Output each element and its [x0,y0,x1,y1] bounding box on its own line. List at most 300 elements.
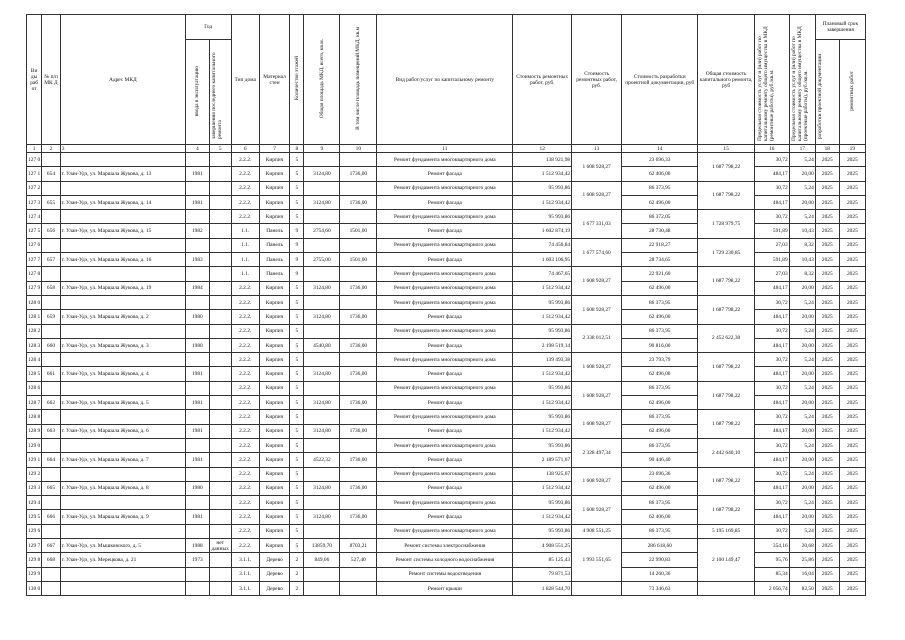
cell-limit-design: 5,24 [789,153,815,167]
cell-cost: 1 828 544,70 [513,581,572,595]
cell-wall: Кирпич [259,396,289,410]
cell-year-built [185,295,209,309]
cell-design-cost: 62 496,00 [622,481,698,495]
cell-addr: г. Улан-Удэ, ул. Маршала Жукова, д. 14 [60,195,185,209]
cell-cost-total: 1 677 331,03 [572,210,622,239]
cell-cost-total [572,581,622,595]
cell-num: 665 [42,481,60,495]
cell-design-cost: 86 373,95 [622,438,698,452]
cell-cost: 2 189 571,67 [513,453,572,467]
cell-area-res [340,410,377,424]
cell-works: Ремонт системы электроснабжения [377,539,513,553]
cell-addr [60,467,185,481]
cell-limit-design: 20,00 [789,510,815,524]
cell-vid: 129 3 [27,481,42,495]
cell-floors: 5 [290,367,304,381]
cell-floors: 5 [290,524,304,538]
cell-total-cost: 2 452 622,30 [698,324,755,353]
cell-cost-total: 1 608 928,27 [572,496,622,525]
header-dl-design: разработки проектной документации [815,40,839,145]
cell-limit-design: 8,32 [789,238,815,252]
cell-works: Ремонт системы водоотведения [377,567,513,581]
cell-cost-total: 4 908 551,25 [572,524,622,538]
cell-vid: 127 1 [27,167,42,181]
cell-works: Ремонт фасада [377,510,513,524]
cell-design-cost: 28 730,48 [622,224,698,238]
cell-num: 659 [42,310,60,324]
cell-vid: 127 5 [27,224,42,238]
cell-year-repair [209,567,231,581]
cell-num [42,267,60,281]
cell-vid: 129 1 [27,453,42,467]
cell-cost: 95 993,86 [513,496,572,510]
cell-limit-repair: 591,89 [754,253,789,267]
cell-wall: Дерево [259,567,289,581]
cell-wall: Кирпич [259,210,289,224]
cell-works: Ремонт фундамента многоквартирного дома [377,238,513,252]
cell-works: Ремонт фасада [377,195,513,209]
cell-area-total: 2754,60 [304,224,340,238]
column-number: 15 [698,145,755,153]
cell-year-built [185,438,209,452]
cell-works: Ремонт крыши [377,581,513,595]
cell-dl-repair: 2025 [839,153,865,167]
cell-addr [60,295,185,309]
header-addr: Адрес МКД [60,15,185,145]
cell-design-cost: 86 373,95 [622,324,698,338]
cell-floors: 9 [290,253,304,267]
cell-year-repair [209,181,231,195]
cell-year-built [185,567,209,581]
cell-area-total: 3124,80 [304,481,340,495]
cell-dl-design: 2025 [815,253,839,267]
cell-vid: 127 4 [27,210,42,224]
cell-cost: 1 512 934,42 [513,281,572,295]
cell-works: Ремонт фундамента многоквартирного дома [377,381,513,395]
cell-area-total [304,524,340,538]
cell-year-repair [209,396,231,410]
cell-num [42,467,60,481]
cell-vid: 129 8 [27,553,42,567]
cell-dl-repair: 2025 [839,481,865,495]
cell-limit-design: 20,00 [789,481,815,495]
cell-wall: Кирпич [259,381,289,395]
cell-cost: 95 993,86 [513,181,572,195]
cell-floors: 5 [290,481,304,495]
cell-cost: 1 512 934,42 [513,367,572,381]
cell-area-res [340,267,377,281]
cell-year-built [185,524,209,538]
cell-cost: 1 512 934,42 [513,195,572,209]
cell-design-cost: 73 346,63 [622,581,698,595]
cell-wall: Кирпич [259,281,289,295]
cell-cost: 95 993,86 [513,295,572,309]
cell-vid: 128 4 [27,353,42,367]
cell-dl-repair: 2025 [839,224,865,238]
cell-wall: Кирпич [259,410,289,424]
cell-area-res: 1736,00 [340,396,377,410]
cell-limit-repair: 484,17 [754,367,789,381]
cell-floors: 5 [290,338,304,352]
cell-num: 663 [42,424,60,438]
cell-house-type: 2.2.2. [231,210,259,224]
cell-limit-repair: 30,72 [754,153,789,167]
cell-wall: Кирпич [259,424,289,438]
cell-area-total [304,353,340,367]
cell-limit-design: 20,00 [789,396,815,410]
cell-limit-design: 20,00 [789,195,815,209]
cell-limit-design: 8,32 [789,267,815,281]
cell-limit-repair: 85,34 [754,567,789,581]
cell-floors: 5 [290,295,304,309]
cell-dl-design: 2025 [815,567,839,581]
cell-area-res [340,353,377,367]
cell-year-built: 1981 [185,424,209,438]
cell-addr [60,181,185,195]
cell-num [42,438,60,452]
cell-floors: 5 [290,324,304,338]
cell-year-built [185,267,209,281]
cell-total-cost: 1 729 230,85 [698,238,755,267]
cell-addr: г. Улан-Удэ, ул. Маршала Жукова, д. 5 [60,396,185,410]
cell-dl-design: 2025 [815,353,839,367]
cell-cost: 1 512 934,42 [513,310,572,324]
cell-addr [60,438,185,452]
cell-design-cost: 62 496,00 [622,396,698,410]
header-year: Год [185,15,231,40]
table-row [27,181,866,195]
cell-limit-design: 5,24 [789,410,815,424]
cell-addr: г. Улан-Удэ, ул. Маршала Жукова, д. 4 [60,367,185,381]
cell-area-total [304,181,340,195]
column-number: 19 [839,145,865,153]
cell-year-built [185,181,209,195]
cell-limit-design: 5,24 [789,210,815,224]
cell-design-cost: 86 372,05 [622,210,698,224]
cell-year-repair [209,467,231,481]
cell-addr [60,524,185,538]
cell-house-type: 2.2.2. [231,353,259,367]
cell-dl-repair: 2025 [839,167,865,181]
cell-year-repair [209,524,231,538]
cell-year-repair [209,367,231,381]
cell-floors: 9 [290,267,304,281]
cell-area-res [340,496,377,510]
header-deadline: Плановый срок завершения [815,15,865,40]
cell-year-repair [209,496,231,510]
header-num: № п/п МК Д [42,15,60,145]
cell-dl-design: 2025 [815,467,839,481]
cell-dl-repair: 2025 [839,438,865,452]
column-number-row [27,145,866,153]
cell-num: 656 [42,224,60,238]
column-number: 8 [290,145,304,153]
cell-area-total [304,567,340,581]
cell-limit-repair: 2 056,74 [754,581,789,595]
cell-dl-design: 2025 [815,481,839,495]
cell-addr: г. Улан-Удэ, ул. Маршала Жукова, д. 8 [60,481,185,495]
cell-year-built: 1981 [185,167,209,181]
cell-limit-repair: 354,16 [754,539,789,553]
table-row [27,210,866,224]
cell-area-total: 3124,80 [304,310,340,324]
cell-floors: 5 [290,510,304,524]
cell-area-total [304,295,340,309]
cell-num: 658 [42,281,60,295]
cell-design-cost: 22 918,27 [622,238,698,252]
cell-dl-repair: 2025 [839,295,865,309]
cell-cost: 95 993,86 [513,210,572,224]
header-dl-repair: ремонтных работ [839,40,865,145]
cell-year-repair [209,253,231,267]
cell-wall: Панель [259,238,289,252]
cell-works: Ремонт фундамента многоквартирного дома [377,324,513,338]
cell-dl-repair: 2025 [839,581,865,595]
cell-year-built [185,353,209,367]
cell-num: 668 [42,553,60,567]
cell-area-res [340,238,377,252]
cell-limit-design: 5,24 [789,295,815,309]
cell-addr: г. Улан-Удэ, ул. Маршала Жукова, д. 19 [60,281,185,295]
cell-area-res: 8703,21 [340,539,377,553]
cell-vid: 129 6 [27,524,42,538]
cell-cost: 1 512 934,42 [513,396,572,410]
cell-dl-repair: 2025 [839,424,865,438]
cell-vid: 129 4 [27,496,42,510]
cell-works: Ремонт фундамента многоквартирного дома [377,467,513,481]
cell-area-total: 3124,80 [304,510,340,524]
cell-limit-design: 10,43 [789,253,815,267]
cell-vid: 128 8 [27,410,42,424]
cell-house-type: 2.2.2. [231,295,259,309]
cell-addr: г. Улан-Удэ, ул. Маршала Жукова, д. 13 [60,167,185,181]
cell-dl-design: 2025 [815,438,839,452]
cell-area-res [340,438,377,452]
cell-dl-repair: 2025 [839,310,865,324]
cell-dl-repair: 2025 [839,496,865,510]
cell-house-type: 2.2.2. [231,310,259,324]
cell-dl-repair: 2025 [839,238,865,252]
column-number: 14 [622,145,698,153]
cell-area-total [304,238,340,252]
header-year-repair: завершения последнего капитального ремонта [209,40,231,145]
cell-limit-repair: 30,72 [754,410,789,424]
cell-dl-repair: 2025 [839,467,865,481]
cell-dl-repair: 2025 [839,281,865,295]
cell-works: Ремонт фасада [377,224,513,238]
cell-house-type: 2.2.2. [231,167,259,181]
cell-year-built: 1980 [185,481,209,495]
cell-floors: 2 [290,581,304,595]
cell-num: 661 [42,367,60,381]
column-number: 18 [815,145,839,153]
cell-total-cost: 1 687 798,22 [698,295,755,324]
cell-area-total: 4540,80 [304,338,340,352]
cell-works: Ремонт фундамента многоквартирного дома [377,410,513,424]
cell-vid: 128 2 [27,324,42,338]
cell-dl-repair: 2025 [839,567,865,581]
cell-addr: г. Улан-Удэ, ул. Маршала Жукова, д. 16 [60,253,185,267]
cell-year-built [185,381,209,395]
cell-area-res: 1736,00 [340,510,377,524]
column-number: 4 [185,145,209,153]
cell-num [42,524,60,538]
cell-limit-repair: 30,72 [754,181,789,195]
cell-num [42,324,60,338]
cell-limit-repair: 484,17 [754,310,789,324]
cell-dl-repair: 2025 [839,181,865,195]
cell-dl-design: 2025 [815,210,839,224]
cell-area-total: 3124,80 [304,167,340,181]
cell-dl-design: 2025 [815,581,839,595]
cell-wall: Кирпич [259,310,289,324]
header-cost-total: Стоимость ремонтных работ, руб. [572,15,622,145]
cell-dl-repair: 2025 [839,338,865,352]
cell-addr [60,210,185,224]
table-row [27,467,866,481]
cell-addr [60,238,185,252]
cell-cost-total: 1 608 928,27 [572,267,622,296]
cell-vid: 130 0 [27,581,42,595]
cell-floors: 5 [290,381,304,395]
cell-limit-repair: 30,72 [754,438,789,452]
cell-dl-design: 2025 [815,539,839,553]
cell-limit-repair: 30,72 [754,295,789,309]
cell-limit-repair: 484,17 [754,281,789,295]
cell-design-cost: 62 496,00 [622,367,698,381]
cell-total-cost [698,581,755,595]
cell-addr: г. Улан-Удэ, ул. Маршала Жукова, д. 7 [60,453,185,467]
cell-dl-repair: 2025 [839,324,865,338]
cell-area-res: 1501,00 [340,253,377,267]
cell-area-total: 4522,32 [304,453,340,467]
cell-dl-design: 2025 [815,424,839,438]
cell-limit-design: 5,24 [789,324,815,338]
cell-cost: 79 871,53 [513,567,572,581]
cell-area-res [340,210,377,224]
cell-num [42,381,60,395]
cell-total-cost: 2 100 149,47 [698,539,755,582]
cell-wall: Кирпич [259,453,289,467]
cell-limit-design: 5,24 [789,353,815,367]
table-row [27,153,866,167]
cell-floors: 9 [290,224,304,238]
cell-area-res [340,581,377,595]
cell-design-cost: 62 496,00 [622,195,698,209]
cell-house-type: 2.2.2. [231,539,259,553]
cell-addr: г. Улан-Удэ, ул. Маршала Жукова, д. 2 [60,310,185,324]
cell-year-built [185,238,209,252]
capital-repair-table [26,14,866,596]
cell-dl-design: 2025 [815,510,839,524]
cell-works: Ремонт фундамента многоквартирного дома [377,353,513,367]
cell-area-total: 13859,70 [304,539,340,553]
cell-house-type: 2.2.2. [231,324,259,338]
cell-area-total [304,267,340,281]
cell-cost: 4 908 551,25 [513,539,572,553]
header-design-cost: Стоимость разработки проектной документации, руб [622,15,698,145]
column-number: 7 [259,145,289,153]
cell-works: Ремонт фундамента многоквартирного дома [377,281,513,295]
cell-year-repair [209,295,231,309]
cell-limit-design: 82,50 [789,581,815,595]
cell-addr: г. Улан-Удэ, ул. Маршала Жукова, д. 15 [60,224,185,238]
cell-num: 666 [42,510,60,524]
cell-year-repair [209,438,231,452]
cell-area-res [340,467,377,481]
cell-design-cost: 23 696,36 [622,467,698,481]
cell-design-cost: 90 446,40 [622,453,698,467]
column-number: 5 [209,145,231,153]
column-number: 13 [572,145,622,153]
cell-total-cost: 2 442 640,10 [698,438,755,467]
cell-cost-total: 1 608 928,27 [572,381,622,410]
cell-house-type: 2.2.2. [231,381,259,395]
cell-floors: 5 [290,281,304,295]
cell-cost: 74 467,65 [513,267,572,281]
cell-total-cost: 1 687 798,22 [698,467,755,496]
cell-house-type: 2.2.2. [231,153,259,167]
cell-area-total [304,496,340,510]
cell-num: 662 [42,396,60,410]
cell-dl-design: 2025 [815,381,839,395]
cell-num: 667 [42,539,60,553]
cell-cost: 1 512 934,42 [513,510,572,524]
cell-limit-design: 20,00 [789,310,815,324]
cell-cost-total: 1 993 551,65 [572,539,622,582]
cell-num: 654 [42,167,60,181]
cell-area-res: 1736,00 [340,367,377,381]
column-number: 1 [27,145,42,153]
table-row [27,295,866,309]
cell-total-cost: 1 687 798,22 [698,381,755,410]
cell-area-res [340,381,377,395]
cell-year-built [185,153,209,167]
cell-design-cost: 22 990,83 [622,553,698,567]
cell-wall: Панель [259,224,289,238]
cell-total-cost: 1 687 798,22 [698,353,755,382]
cell-addr [60,153,185,167]
cell-limit-repair: 591,89 [754,224,789,238]
cell-house-type: 2.2.2. [231,281,259,295]
header-wall: Материал стен [259,15,289,145]
column-number: 16 [754,145,789,153]
cell-area-total: 3124,80 [304,396,340,410]
cell-num [42,410,60,424]
cell-dl-design: 2025 [815,410,839,424]
cell-num: 660 [42,338,60,352]
cell-year-built: 1973 [185,553,209,567]
cell-dl-design: 2025 [815,453,839,467]
cell-dl-design: 2025 [815,238,839,252]
cell-cost: 95 993,86 [513,410,572,424]
cell-design-cost: 62 496,00 [622,281,698,295]
cell-design-cost: 62 406,00 [622,167,698,181]
cell-area-total [304,381,340,395]
cell-area-total: 3124,80 [304,424,340,438]
cell-floors: 9 [290,238,304,252]
cell-house-type: 2.2.2. [231,510,259,524]
cell-works: Ремонт фундамента многоквартирного дома [377,524,513,538]
table-row [27,524,866,538]
cell-vid: 129 5 [27,510,42,524]
cell-house-type: 2.2.2. [231,424,259,438]
cell-house-type: 1.1. [231,238,259,252]
cell-limit-design: 16,04 [789,567,815,581]
cell-vid: 127 8 [27,267,42,281]
cell-num [42,295,60,309]
cell-floors: 2 [290,567,304,581]
